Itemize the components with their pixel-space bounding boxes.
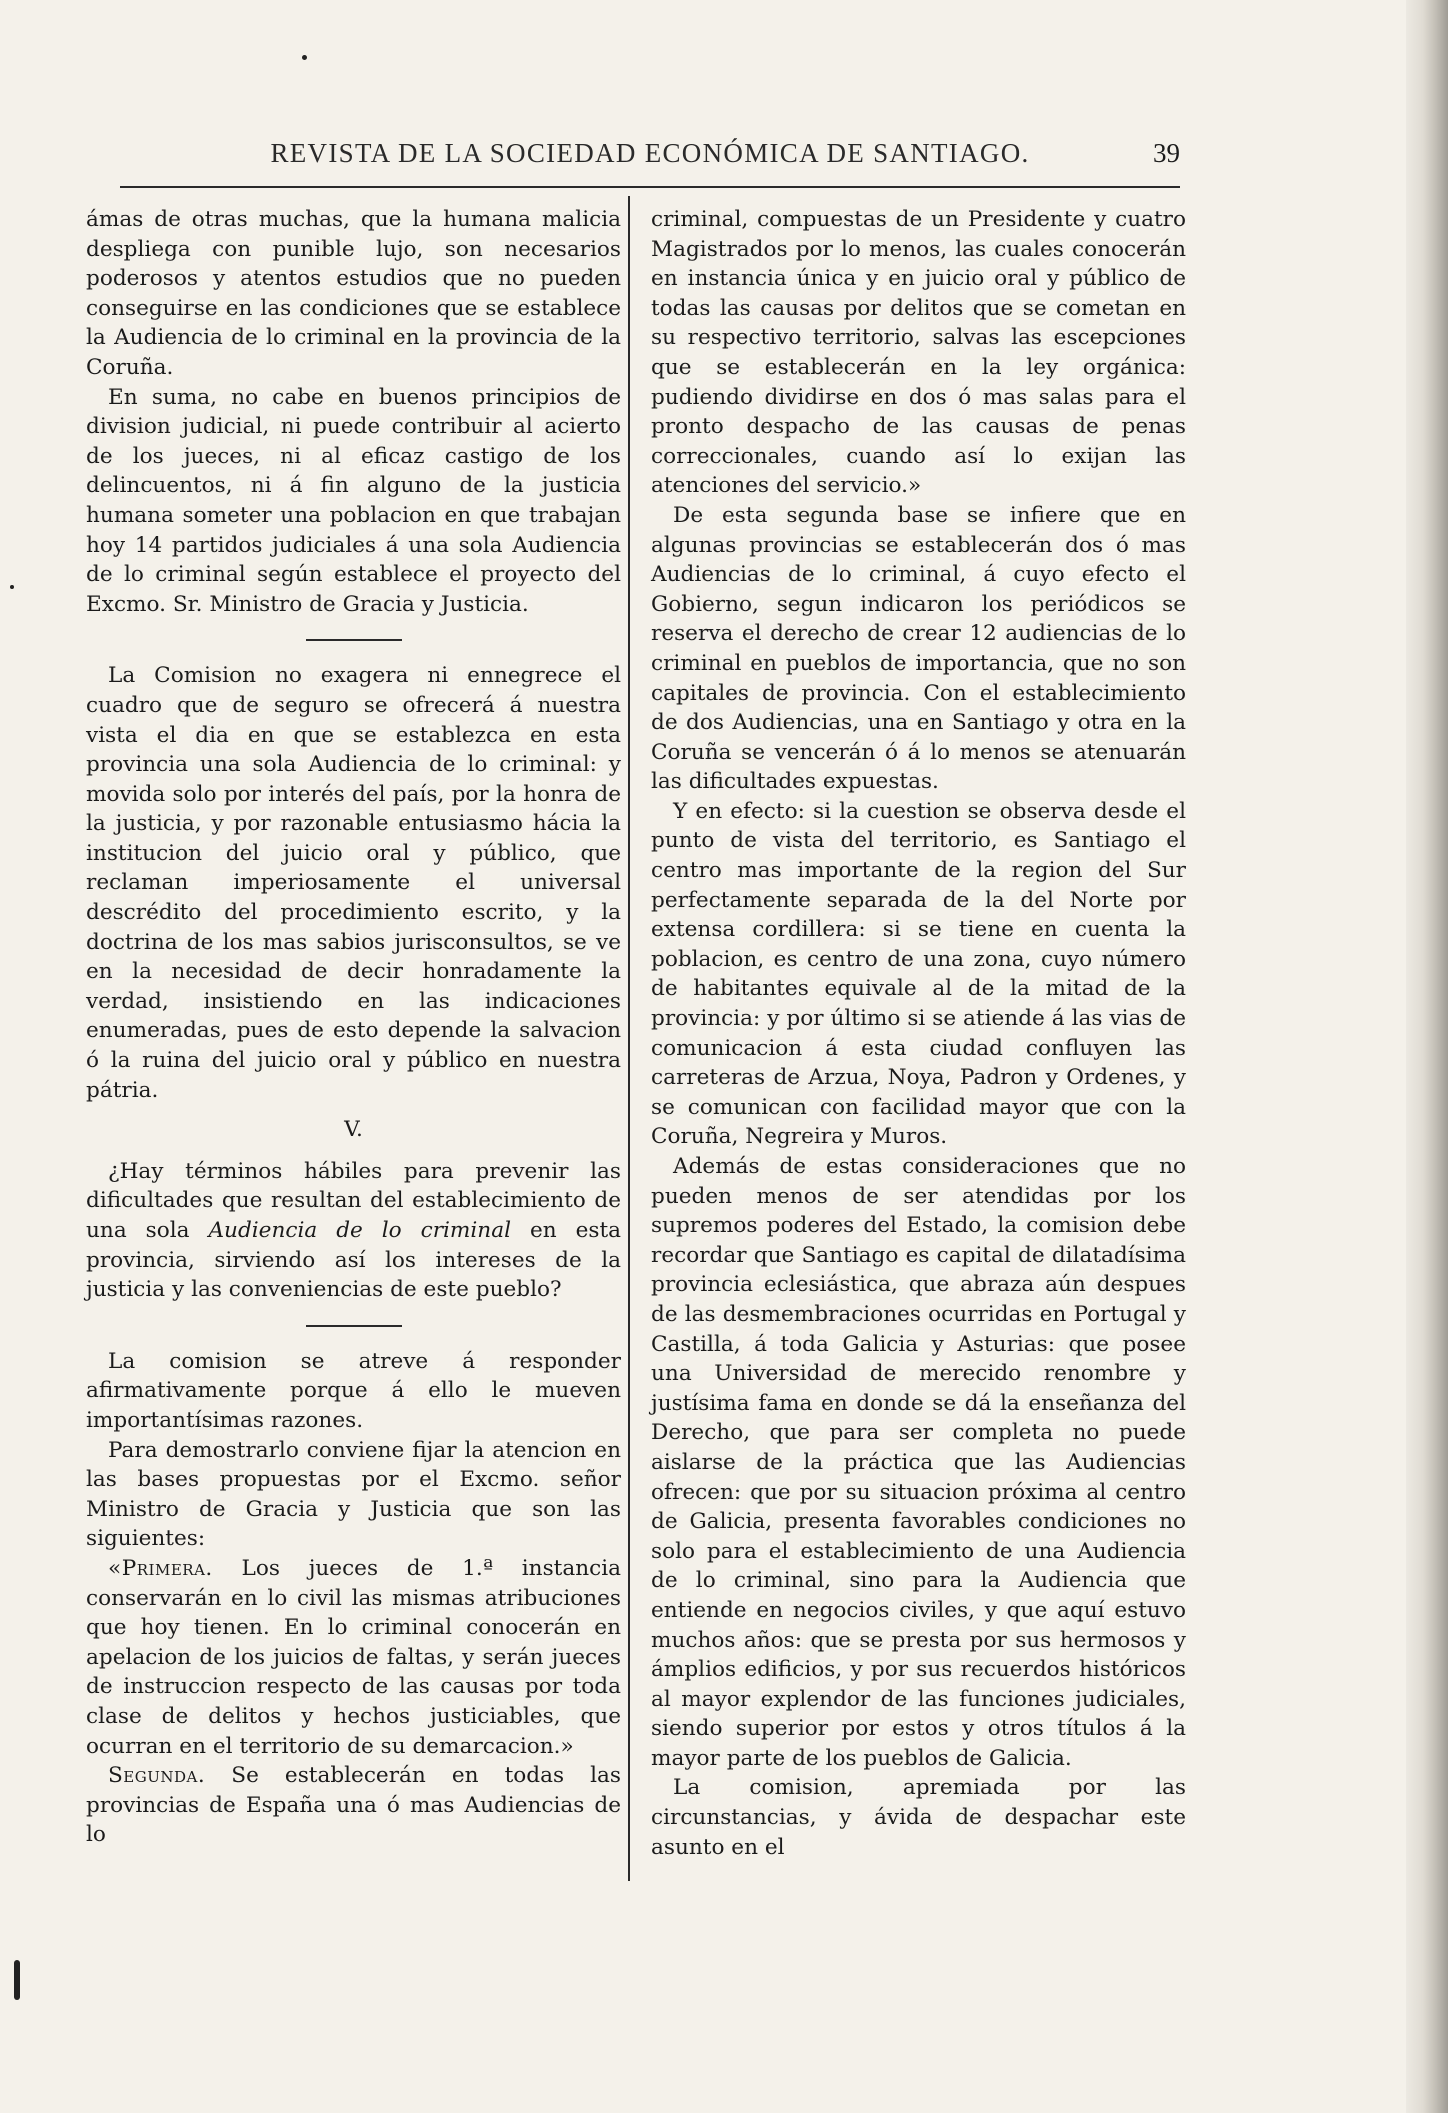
paragraph: Y en efecto: si la cuestion se observa desde el punto de vista del territorio, es Santiago el centro mas importante de la region del Sur perfectamente separada de la del Norte por extensa cordillera: si se tiene en cuenta la poblacion, es centro de una zona, cuyo número de habitantes equivale al de la mitad de la provincia: y por último si se atiende á las vias de comunicacion á esta ciudad confluyen las carreteras de Arzua, Noya, Padron y Ordenes, y se comunican con facilidad mayor que con la Coruña, Negreira y Muros. xyxy=(651,798,1186,1150)
question-text-end: en esta provincia, sirviendo así los intereses de la justicia y las conveniencias de este pueblo? xyxy=(86,1218,621,1303)
paragraph: ámas de otras muchas, que la humana malicia despliega con punible lujo, son necesarios poderosos y atentos estudios que no pueden conseguirse en las condiciones que se establece la Audiencia de lo criminal en la provincia de la Coruña. xyxy=(86,207,621,380)
paragraph: criminal, compuestas de un Presidente y cuatro Magistrados por lo menos, las cuales conocerán en instancia única y en juicio oral y público de todas las causas por delitos que se cometan en su respectivo territorio, salvas las escepciones que se establecerán en la ley orgánica: pudiendo dividirse en dos ó mas salas para el pronto despacho de las causas de penas correccionales, cuando así lo exijan las atenciones del servicio.» xyxy=(651,207,1186,499)
section-number: V. xyxy=(344,1117,363,1143)
paragraph: Además de estas consideraciones que no pueden menos de ser atendidas por los supremos poderes del Estado, la comision debe recordar que Santiago es capital de dilatadísima provincia eclesiástica, que abraza aún despues de las desmembraciones ocurridas en Portugal y Castilla, á toda Galicia y Asturias: que posee una Universidad de merecido renombre y justísima fama en donde se dá la enseñanza del Derecho, que para ser completa no puede aislarse de la práctica que las Audiencias ofrecen: que por su situacion próxima al centro de Galicia, presenta favorables condiciones no solo para el establecimiento de una Audiencia de lo criminal, sino para la Audiencia que entiende en negocios civiles, y que aquí estuvo muchos años: que se presta por sus hermosos y ámplios edificios, y por sus recuerdos históricos al mayor explendor de las funciones judiciales, siendo superior por estos y otros títulos á la mayor parte de los pueblos de Galicia. xyxy=(651,1154,1186,1771)
column-divider xyxy=(628,196,630,1881)
ink-speck xyxy=(302,55,307,60)
paragraph: La Comision no exagera ni ennegrece el cuadro que de seguro se ofrecerá á nuestra vista el dia en que se establezca en esta provincia una sola Audiencia de lo criminal: y movida solo por interés del país, por la honra de la justicia, y por razonable entusiasmo hácia la institucion del juicio oral y público, que reclaman imperiosamente el universal descrédito del procedimiento escrito, y la doctrina de los mas sabios jurisconsultos, se ve en la necesidad de decir honradamente la verdad, insistiendo en las indicaciones enumeradas, pues de esto depende la salvacion ó la ruina del juicio oral y público en nuestra pátria. xyxy=(86,663,621,1103)
right-column xyxy=(651,205,1186,1862)
paragraph: La comision, apremiada por las circunstancias, y ávida de despachar este asunto en el xyxy=(651,1775,1186,1860)
paragraph: Para demostrarlo conviene fijar la atencion en las bases propuestas por el Excmo. señor Ministro de Gracia y Justicia que son las siguientes: xyxy=(86,1437,621,1552)
separator-rule xyxy=(306,1325,402,1327)
paragraph: La comision se atreve á responder afirmativamente porque á ello le mueven importantísimas razones. xyxy=(86,1348,621,1433)
page-number: 39 xyxy=(1153,138,1180,168)
separator-rule xyxy=(306,639,402,641)
base-label: «Primera. xyxy=(108,1555,213,1581)
question-paragraph xyxy=(86,1157,621,1305)
base-primera xyxy=(86,1554,621,1761)
book-binding-shadow xyxy=(1406,0,1448,2113)
paragraph: En suma, no cabe en buenos principios de division judicial, ni puede contribuir al acierto de los jueces, ni al eficaz castigo de los delincuentos, ni á fin alguno de la justicia humana someter una poblacion en que trabajan hoy 14 partidos judiciales á una sola Audiencia de lo criminal según establece el proyecto del Excmo. Sr. Ministro de Gracia y Justicia. xyxy=(86,384,621,617)
ink-mark xyxy=(14,1960,20,2000)
paragraph: De esta segunda base se infiere que en algunas provincias se establecerán dos ó mas Audiencias de lo criminal, á cuyo efecto el Gobierno, segun indicaron los periódicos se reserva el derecho de crear 12 audiencias de lo criminal en pueblos de importancia, que no son capitales de provincia. Con el establecimiento de dos Audiencias, una en Santiago y otra en la Coruña se vencerán ó á lo menos se atenuarán las dificultades expuestas. xyxy=(651,502,1186,795)
question-italic-text: Audiencia de lo criminal xyxy=(208,1218,511,1243)
base-text: Se establecerán en todas las provincias de España una ó mas Audiencias de lo xyxy=(86,1763,621,1848)
base-label: Segunda. xyxy=(108,1763,206,1789)
base-text: Los jueces de 1.ª instancia conservarán en lo civil las mismas atribuciones que hoy tienen. En lo criminal conocerán en apelacion de los juicios de faltas, y serán jueces de instruccion respecto de las causas por toda clase de delitos y hechos justiciables, que ocurran en el territorio de su demarcacion.» xyxy=(86,1555,621,1759)
page-header xyxy=(150,138,1180,178)
base-segunda xyxy=(86,1761,621,1850)
header-rule xyxy=(120,186,1180,188)
running-title: REVISTA DE LA SOCIEDAD ECONÓMICA DE SANTIAGO. xyxy=(270,138,1030,168)
question-text: ¿Hay términos hábiles para prevenir las dificultades que resultan del establecimiento de una sola xyxy=(86,1158,621,1243)
left-column xyxy=(86,205,621,1850)
ink-speck xyxy=(10,585,14,589)
